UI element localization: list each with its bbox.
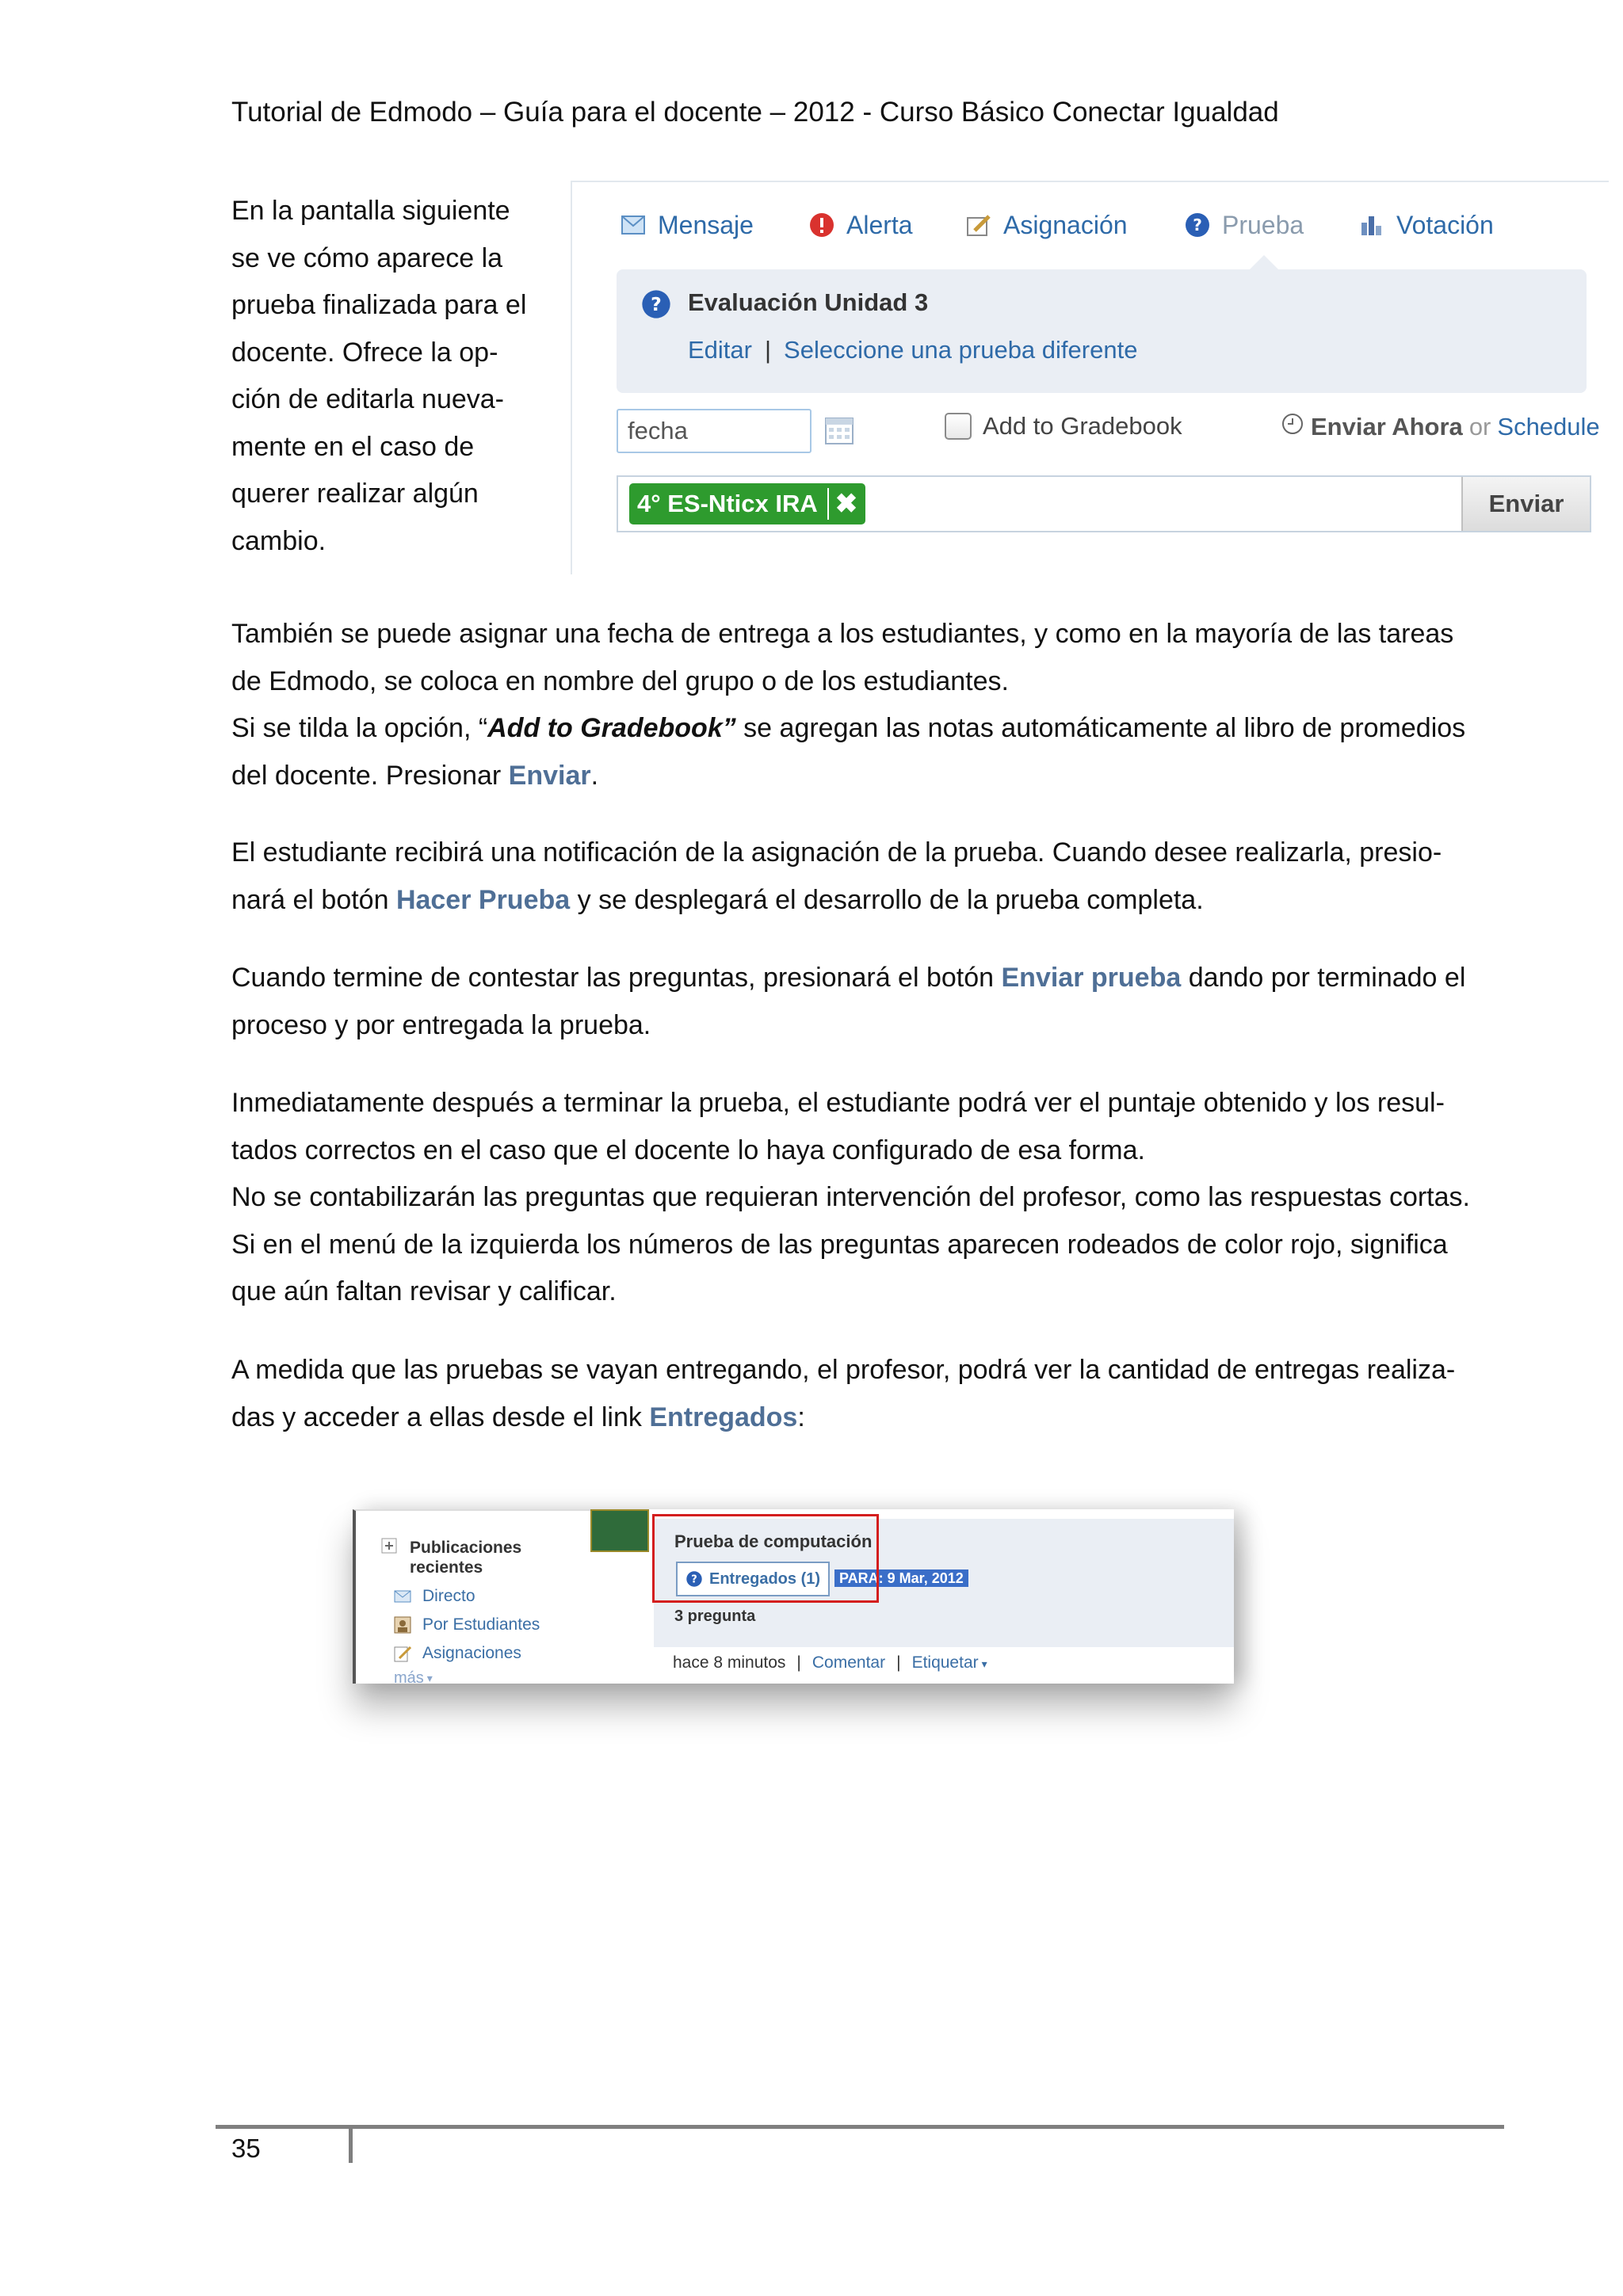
active-tab-caret	[1250, 255, 1278, 269]
page-number: 35	[231, 2134, 261, 2163]
message-icon	[394, 1588, 411, 1605]
body-block-4	[231, 1080, 1515, 1316]
entregados-link[interactable]: ? Entregados (1)	[676, 1562, 830, 1596]
quiz-icon	[1182, 210, 1212, 240]
chevron-down-icon: ▾	[981, 1657, 987, 1670]
students-icon	[394, 1616, 411, 1634]
body-line: de Edmodo, se coloca en nombre del grupo o de los estudiantes.	[231, 666, 1009, 696]
intro-line: cambio.	[231, 525, 327, 556]
body-line: Inmediatamente después a terminar la prueba, el estudiante podrá ver el puntaje obtenido y los resul-	[231, 1088, 1445, 1118]
calendar-icon[interactable]	[824, 415, 854, 449]
question-count: 3 pregunta	[674, 1608, 756, 1625]
sidebar-item-mas[interactable]: más ▾	[394, 1669, 433, 1684]
body-line: Cuando termine de contestar las preguntas, presionará el botón Enviar prueba dando por terminado el	[231, 963, 1466, 993]
sidebar-item-directo[interactable]: Directo	[394, 1587, 475, 1606]
intro-line: docente. Ofrece la op-	[231, 337, 498, 368]
post-title: Prueba de computación	[674, 1531, 873, 1551]
remove-recipient-icon[interactable]: ✖	[827, 488, 858, 520]
send-now-option[interactable]: Enviar Ahora	[1311, 413, 1463, 441]
body-line: del docente. Presionar Enviar.	[231, 760, 599, 791]
entregados-screenshot	[353, 1509, 1234, 1684]
body-line: proceso y por entregada la prueba.	[231, 1009, 651, 1040]
clock-icon	[1281, 412, 1304, 442]
body-line: Si en el menú de la izquierda los números de las preguntas aparecen rodeados de color rojo, significa	[231, 1229, 1448, 1260]
sidebar-item-asignaciones[interactable]: Asignaciones	[394, 1644, 521, 1663]
avatar	[590, 1509, 649, 1552]
intro-line: mente en el caso de	[231, 431, 475, 462]
send-button[interactable]: Enviar	[1461, 477, 1590, 531]
send-timing	[1281, 412, 1600, 442]
body-block-3	[231, 955, 1515, 1049]
meta-separator: |	[796, 1653, 801, 1672]
body-line: das y acceder a ellas desde el link Entregados:	[231, 1402, 805, 1432]
body-line: A medida que las pruebas se vayan entregando, el profesor, podrá ver la cantidad de entregas realiza-	[231, 1355, 1456, 1385]
due-date-badge: PARA: 9 Mar, 2012	[834, 1569, 968, 1587]
enviar-prueba-highlight: Enviar prueba	[1001, 963, 1182, 993]
link-separator: |	[764, 336, 772, 364]
sidebar-item-por-estudiantes[interactable]: Por Estudiantes	[394, 1615, 540, 1634]
footer-tick	[349, 2125, 353, 2163]
tab-alerta[interactable]: Alerta	[807, 201, 913, 249]
intro-line: querer realizar algún	[231, 479, 479, 509]
post-time: hace 8 minutos	[673, 1653, 786, 1672]
select-other-quiz-link[interactable]: Seleccione una prueba diferente	[784, 336, 1138, 364]
recipient-tag	[629, 483, 865, 524]
sidebar	[353, 1509, 594, 1684]
composer-screenshot	[571, 181, 1609, 574]
post-meta	[673, 1653, 987, 1672]
intro-line: prueba finalizada para el	[231, 290, 527, 320]
chevron-down-icon: ▾	[426, 1672, 433, 1684]
svg-text:?: ?	[1193, 215, 1202, 235]
gradebook-checkbox[interactable]	[945, 413, 972, 440]
edit-quiz-link[interactable]: Editar	[688, 336, 752, 364]
body-line: Si se tilda la opción, “Add to Gradebook” se agregan las notas automáticamente al libro de promedios	[231, 713, 1466, 743]
tab-asignacion[interactable]: Asignación	[964, 201, 1128, 249]
recipients-field[interactable]	[617, 475, 1591, 532]
body-line: El estudiante recibirá una notificación de la asignación de la prueba. Cuando desee realizarla, presio-	[231, 837, 1442, 868]
enviar-highlight: Enviar	[508, 760, 591, 791]
message-icon	[618, 210, 648, 240]
quiz-icon	[640, 288, 672, 324]
tab-prueba[interactable]: ? Prueba	[1182, 201, 1304, 249]
recipient-tag-label: 4° ES-Nticx IRA	[637, 490, 818, 517]
intro-line: se ve cómo aparece la	[231, 242, 503, 273]
add-to-gradebook-option[interactable]	[945, 412, 1182, 441]
intro-paragraph	[231, 188, 564, 565]
body-line: tados correctos en el caso que el docente lo haya configurado de esa forma.	[231, 1135, 1145, 1165]
body-line: No se contabilizarán las preguntas que requieran intervención del profesor, como las respuestas cortas.	[231, 1182, 1470, 1212]
due-date-input[interactable]: fecha	[617, 409, 812, 453]
svg-text:?: ?	[651, 293, 662, 316]
alert-icon	[807, 210, 837, 240]
or-text: or	[1468, 413, 1491, 441]
body-block-5	[231, 1347, 1515, 1441]
body-block-1	[231, 611, 1515, 799]
tab-mensaje[interactable]: Mensaje	[618, 201, 754, 249]
intro-line: En la pantalla siguiente	[231, 196, 510, 226]
hacer-prueba-highlight: Hacer Prueba	[395, 884, 571, 915]
gradebook-label: Add to Gradebook	[983, 412, 1182, 440]
svg-text:?: ?	[691, 1573, 697, 1586]
expand-icon[interactable]	[381, 1538, 397, 1558]
sidebar-heading: Publicaciones recientes	[410, 1539, 522, 1577]
selected-quiz-panel	[617, 269, 1587, 393]
assignment-icon	[964, 210, 994, 240]
tab-votacion[interactable]: Votación	[1357, 201, 1494, 249]
meta-separator: |	[896, 1653, 901, 1672]
schedule-link[interactable]: Schedule	[1497, 413, 1600, 441]
page-header: Tutorial de Edmodo – Guía para el docente – 2012 - Curso Básico Conectar Igualdad	[231, 97, 1279, 128]
quiz-title: Evaluación Unidad 3	[688, 288, 929, 316]
entregados-highlight: Entregados	[649, 1402, 798, 1432]
assignment-icon	[394, 1645, 411, 1662]
intro-line: ción de editarla nueva-	[231, 384, 505, 414]
body-line: nará el botón Hacer Prueba y se desplegará el desarrollo de la prueba completa.	[231, 884, 1204, 915]
comment-link[interactable]: Comentar	[812, 1653, 886, 1672]
body-line: que aún faltan revisar y calificar.	[231, 1276, 617, 1306]
footer-divider	[216, 2125, 1504, 2129]
body-block-2	[231, 830, 1515, 924]
quiz-links	[688, 336, 1137, 364]
composer-tabs	[572, 201, 1609, 249]
body-line: También se puede asignar una fecha de entrega a los estudiantes, y como en la mayoría de las tareas	[231, 619, 1454, 649]
highlight-box	[652, 1514, 879, 1603]
tag-link[interactable]: Etiquetar	[911, 1653, 979, 1672]
poll-icon	[1357, 210, 1387, 240]
